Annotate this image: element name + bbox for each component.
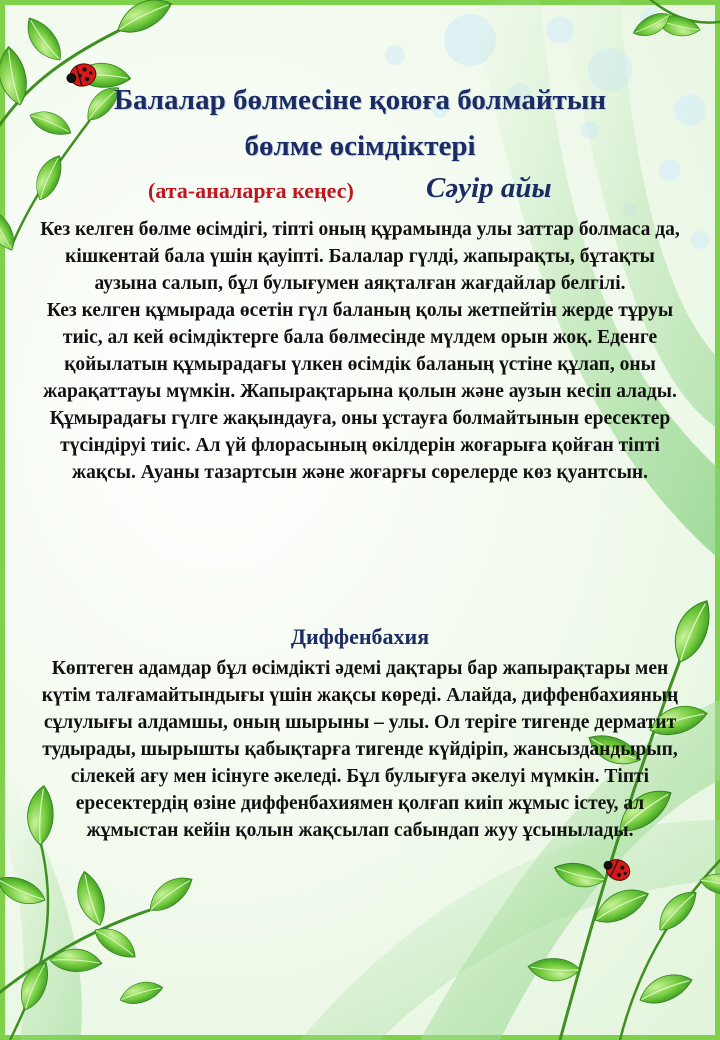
subtitle: (ата-аналарға кеңес): [148, 178, 354, 203]
title-line-2: бөлме өсімдіктері: [244, 130, 476, 162]
title-line-1: Балалар бөлмесіне қоюға болмайтын: [113, 84, 607, 116]
section-heading: Диффенбахия: [290, 624, 430, 649]
leaf-vine-top-right: [630, 0, 720, 43]
section-text: [40, 655, 680, 844]
section-paragraph: Көптеген адамдар бұл өсімдікті әдемі дақтары бар жапырақтары мен күтім талғамайтындығы үшін жақсы көреді. Алайда, диффенбахияның сұлулығы алдамшы, оның шырыны – улы. Ол теріге тигенде дерматит тудырады, шырышты қабықтарға тигенде күйдіріп, жансыздандырып, сілекей ағу мен ісінуге әкеледі. Бұл булығуға әкелуі мүмкін. Тіпті ересектердің өзіне диффенбахиямен қолғап киіп жұмыс істеу, ал жұмыстан кейін қолын жақсылап сабындап жуу ұсынылады.: [41, 658, 679, 841]
intro-text: [40, 216, 680, 486]
intro-paragraph: Кез келген бөлме өсімдігі, тіпті оның құрамында улы заттар болмаса да, кішкентай бала үшін қауіпті. Балалар гүлді, жапырақты, бұтақты аузына салып, бұл булығумен аяқталған жағдайлар белгілі.: [40, 219, 680, 294]
month-label: Сәуір айы: [426, 172, 552, 204]
intro-paragraph: Кез келген құмырада өсетін гүл баланың қолы жетпейтін жерде тұруы тиіс, ал кей өсімдіктерге бала бөлмесінде мүлдем орын жоқ. Еденге қойылатын құмырадағы үлкен өсімдік баланың үстіне құлап, оны жарақаттауы мүмкін. Жапырақтарына қолын және аузын кесіп алады.: [43, 300, 677, 402]
intro-paragraph: Құмырадағы гүлге жақындауға, оны ұстауға болмайтынын ересектер түсіндіруі тиіс. Ал үй флорасының өкілдерін жоғарыға қойған тіпті жақсы. Ауаны тазартсын және жоғарғы сөрелерде көз қуантсын.: [49, 408, 671, 483]
